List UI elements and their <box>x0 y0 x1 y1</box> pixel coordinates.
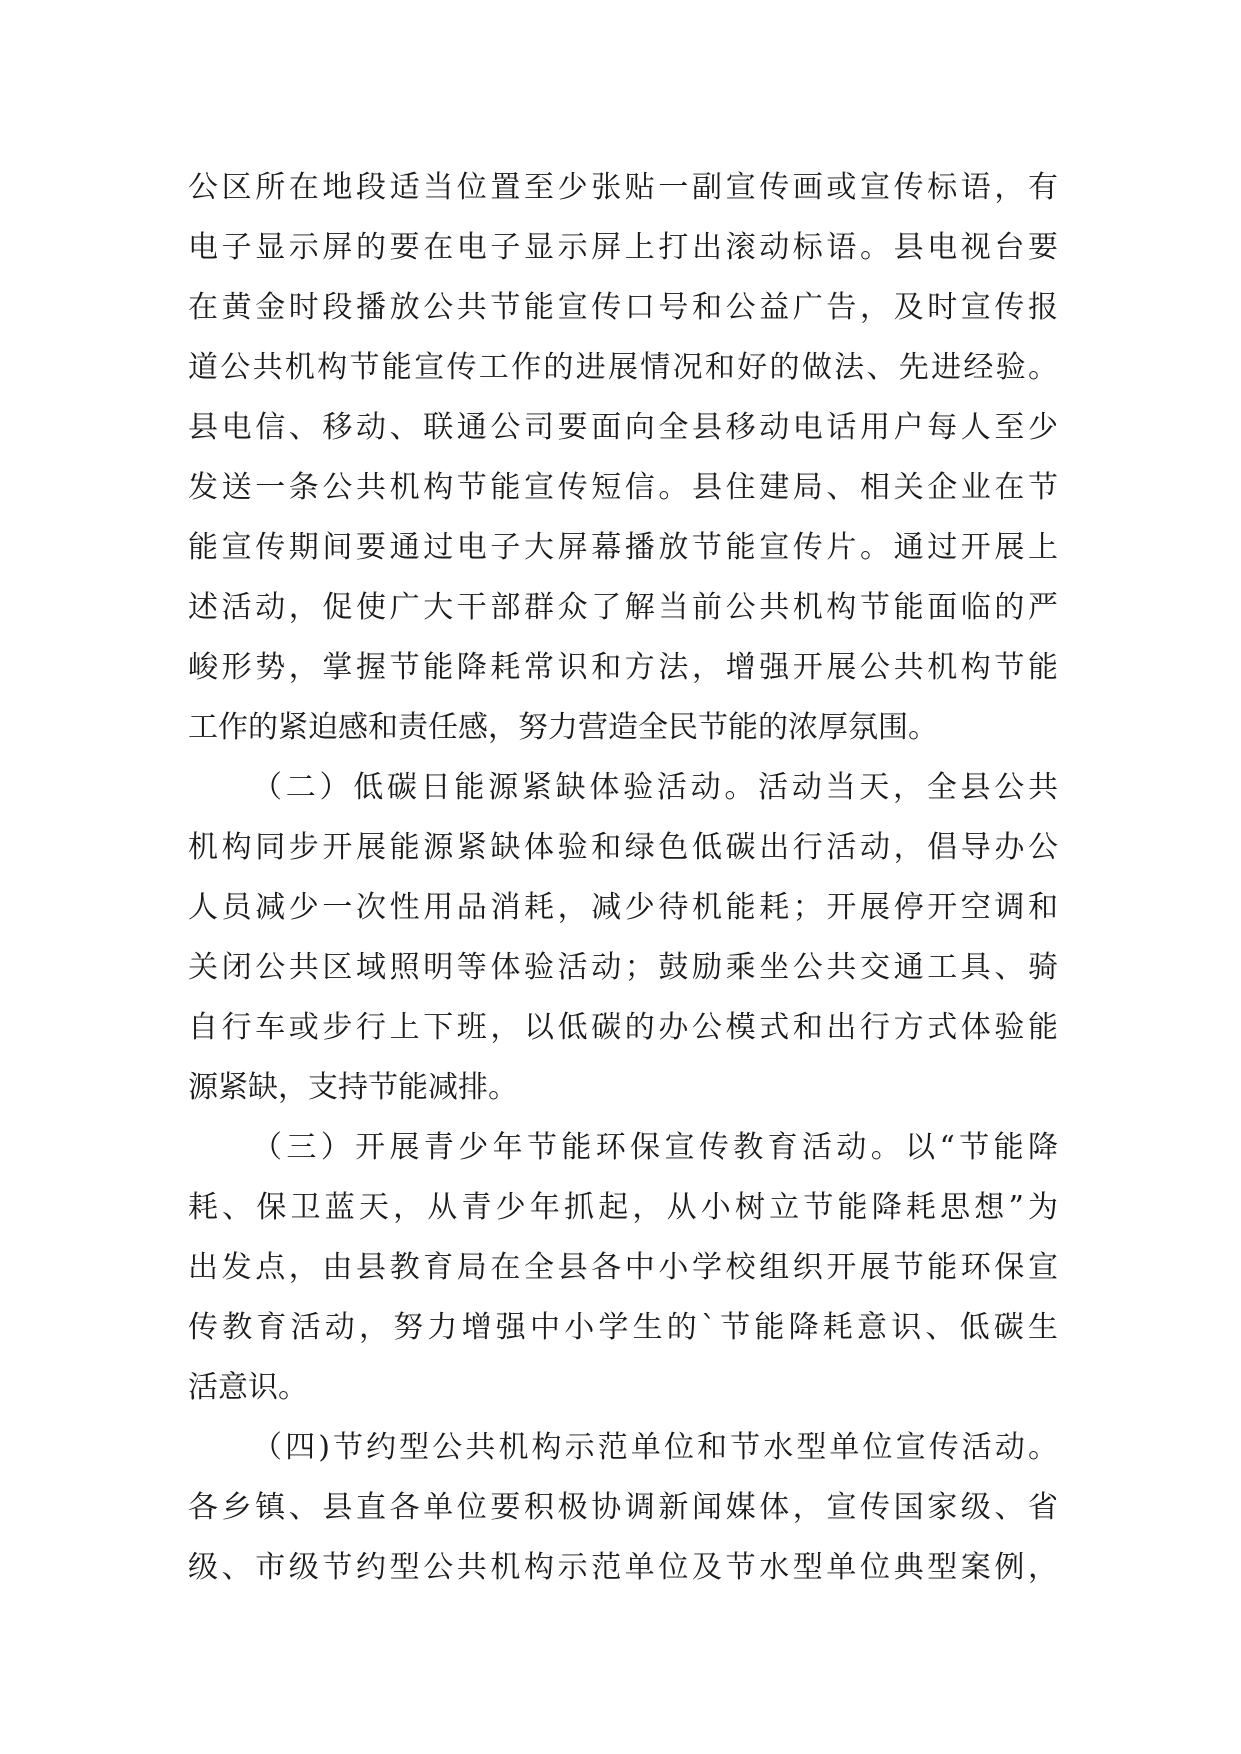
section-heading-line: （四)节约型公共机构示范单位和节水型单位宣传活动。 <box>252 1430 1058 1465</box>
text-line: 源紧缺，支持节能减排。 <box>188 1070 518 1105</box>
text-line: 公区所在地段适当位置至少张贴一副宣传画或宣传标语，有 <box>188 170 1058 205</box>
section-heading-line: （三）开展青少年节能环保宣传教育活动。以“节能降 <box>252 1130 1058 1165</box>
section-heading-line: （二）低碳日能源紧缺体验活动。活动当天，全县公共 <box>252 770 1058 805</box>
text-line: 各乡镇、县直各单位要积极协调新闻媒体，宣传国家级、省 <box>188 1490 1058 1525</box>
text-line: 出发点，由县教育局在全县各中小学校组织开展节能环保宣 <box>188 1250 1058 1285</box>
text-line: 在黄金时段播放公共节能宣传口号和公益广告，及时宣传报 <box>188 290 1058 325</box>
text-line: 发送一条公共机构节能宣传短信。县住建局、相关企业在节 <box>188 470 1058 505</box>
text-line: 级、市级节约型公共机构示范单位及节水型单位典型案例， <box>188 1550 1058 1585</box>
text-line: 活意识。 <box>188 1370 308 1405</box>
text-line: 人员减少一次性用品消耗，减少待机能耗；开展停开空调和 <box>188 890 1058 925</box>
text-line: 工作的紧迫感和责任感，努力营造全民节能的浓厚氛围。 <box>188 710 938 745</box>
text-line: 县电信、移动、联通公司要面向全县移动电话用户每人至少 <box>188 410 1058 445</box>
text-line: 自行车或步行上下班，以低碳的办公模式和出行方式体验能 <box>188 1010 1058 1045</box>
text-line: 述活动，促使广大干部群众了解当前公共机构节能面临的严 <box>188 590 1058 625</box>
text-line: 关闭公共区域照明等体验活动；鼓励乘坐公共交通工具、骑 <box>188 950 1058 985</box>
document-body <box>188 158 1058 1598</box>
text-line: 峻形势，掌握节能降耗常识和方法，增强开展公共机构节能 <box>188 650 1058 685</box>
text-line: 能宣传期间要通过电子大屏幕播放节能宣传片。通过开展上 <box>188 530 1058 565</box>
text-line: 道公共机构节能宣传工作的进展情况和好的做法、先进经验。 <box>188 350 1058 385</box>
text-line: 电子显示屏的要在电子显示屏上打出滚动标语。县电视台要 <box>188 230 1058 265</box>
text-line: 耗、保卫蓝天，从青少年抓起，从小树立节能降耗思想”为 <box>188 1190 1058 1225</box>
text-line: 机构同步开展能源紧缺体验和绿色低碳出行活动，倡导办公 <box>188 830 1058 865</box>
text-line: 传教育活动，努力增强中小学生的`节能降耗意识、低碳生 <box>188 1310 1058 1345</box>
